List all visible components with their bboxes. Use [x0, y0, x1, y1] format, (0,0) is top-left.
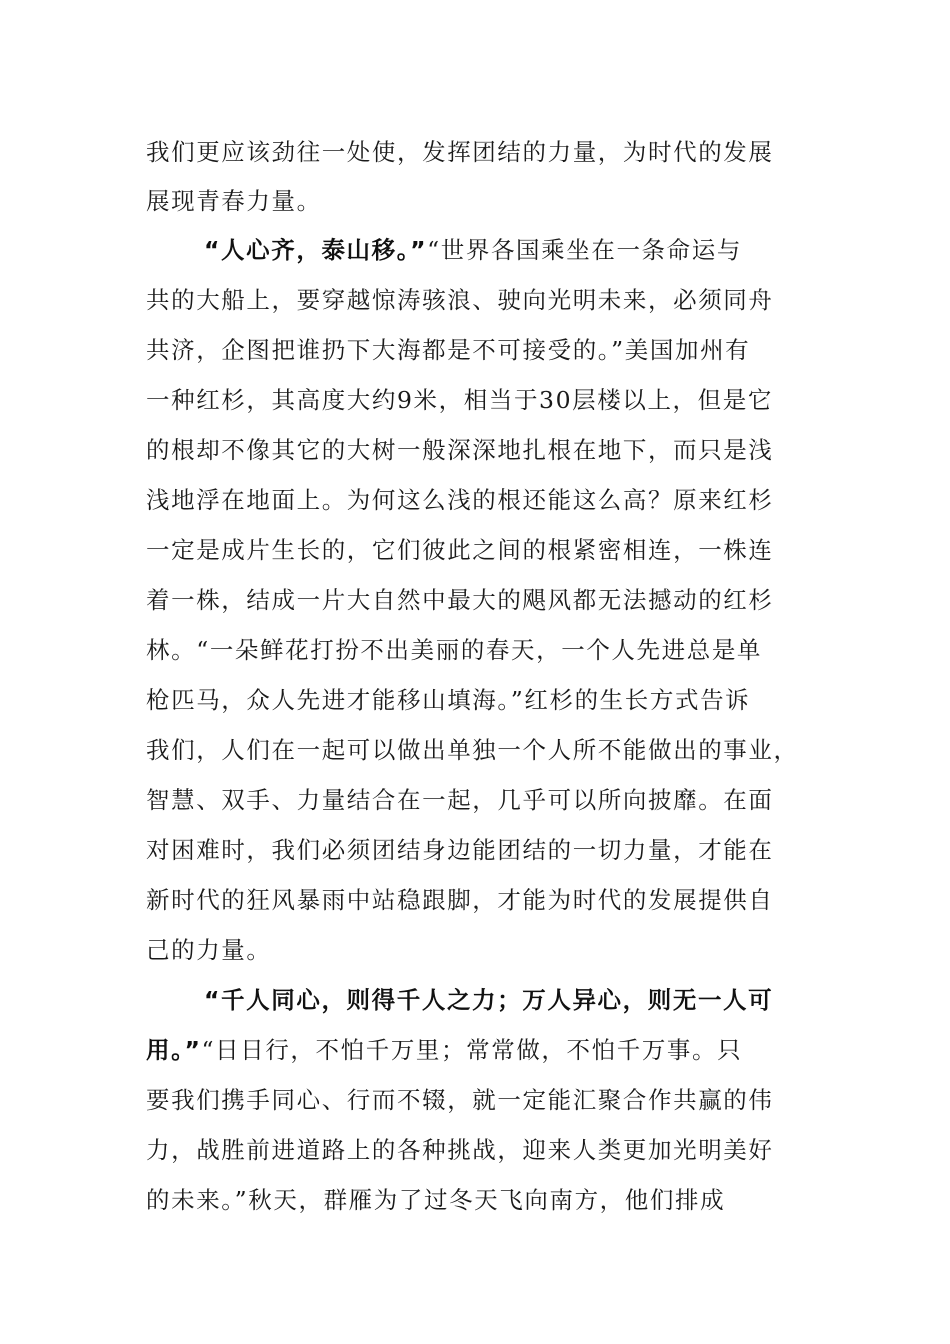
text-line — [146, 835, 806, 865]
line-text: 着一株，结成一片大自然中最大的飓风都无法撼动的红杉 — [146, 586, 774, 614]
text-line — [146, 735, 806, 765]
line-text: 智慧、双手、力量结合在一起，几乎可以所向披靡。在面 — [146, 786, 774, 814]
text-line — [146, 635, 806, 665]
text-line — [146, 137, 806, 167]
line-text: 新时代的狂风暴雨中站稳跟脚，才能为时代的发展提供自 — [146, 886, 774, 914]
paragraph-start-line — [204, 985, 864, 1015]
text-line — [146, 685, 806, 715]
text-line — [146, 785, 806, 815]
line-text: “日日行，不怕千万里；常常做，不怕千万事。只 — [201, 1036, 743, 1064]
line-text: 展现青春力量。 — [146, 187, 322, 215]
bold-quote: “千人同心，则得千人之力；万人异心，则无一人可 — [204, 986, 774, 1014]
line-text: 己的力量。 — [146, 936, 272, 964]
line-text: 要我们携手同心、行而不辍，就一定能汇聚合作共赢的伟 — [146, 1086, 774, 1114]
text-line — [146, 186, 806, 216]
line-text: 一种红杉，其高度大约9米，相当于30层楼以上，但是它 — [146, 386, 773, 414]
text-line — [146, 935, 806, 965]
text-line — [146, 385, 806, 415]
line-text: 力，战胜前进道路上的各种挑战，迎来人类更加光明美好 — [146, 1136, 774, 1164]
text-line — [146, 335, 806, 365]
line-text: 的根却不像其它的大树一般深深地扎根在地下，而只是浅 — [146, 436, 774, 464]
text-line — [146, 585, 806, 615]
line-text: 我们，人们在一起可以做出单独一个人所不能做出的事业， — [146, 736, 799, 764]
text-line — [146, 1085, 806, 1115]
line-text: 林。“一朵鲜花打扮不出美丽的春天，一个人先进总是单 — [146, 636, 763, 664]
text-line — [146, 1135, 806, 1165]
text-line — [146, 285, 806, 315]
line-text: 共济，企图把谁扔下大海都是不可接受的。”美国加州有 — [146, 336, 751, 364]
text-line — [146, 885, 806, 915]
line-text: “世界各国乘坐在一条命运与 — [427, 236, 742, 264]
paragraph-start-line — [204, 235, 864, 265]
text-line — [146, 485, 806, 515]
line-text: 浅地浮在地面上。为何这么浅的根还能这么高？原来红杉 — [146, 486, 774, 514]
line-text: 枪匹马，众人先进才能移山填海。”红杉的生长方式告诉 — [146, 686, 751, 714]
line-text: 一定是成片生长的，它们彼此之间的根紧密相连，一株连 — [146, 536, 774, 564]
text-line — [146, 535, 806, 565]
bold-quote: 用。” — [146, 1036, 202, 1064]
line-text: 的未来。”秋天，群雁为了过冬天飞向南方，他们排成 — [146, 1186, 726, 1214]
text-line — [146, 435, 806, 465]
text-line — [146, 1035, 806, 1065]
text-line — [146, 1185, 806, 1215]
line-text: 对困难时，我们必须团结身边能团结的一切力量，才能在 — [146, 836, 774, 864]
bold-quote: “人心齐，泰山移。” — [204, 236, 428, 264]
line-text: 共的大船上，要穿越惊涛骇浪、驶向光明未来，必须同舟 — [146, 286, 774, 314]
line-text: 我们更应该劲往一处使，发挥团结的力量，为时代的发展 — [146, 138, 774, 166]
